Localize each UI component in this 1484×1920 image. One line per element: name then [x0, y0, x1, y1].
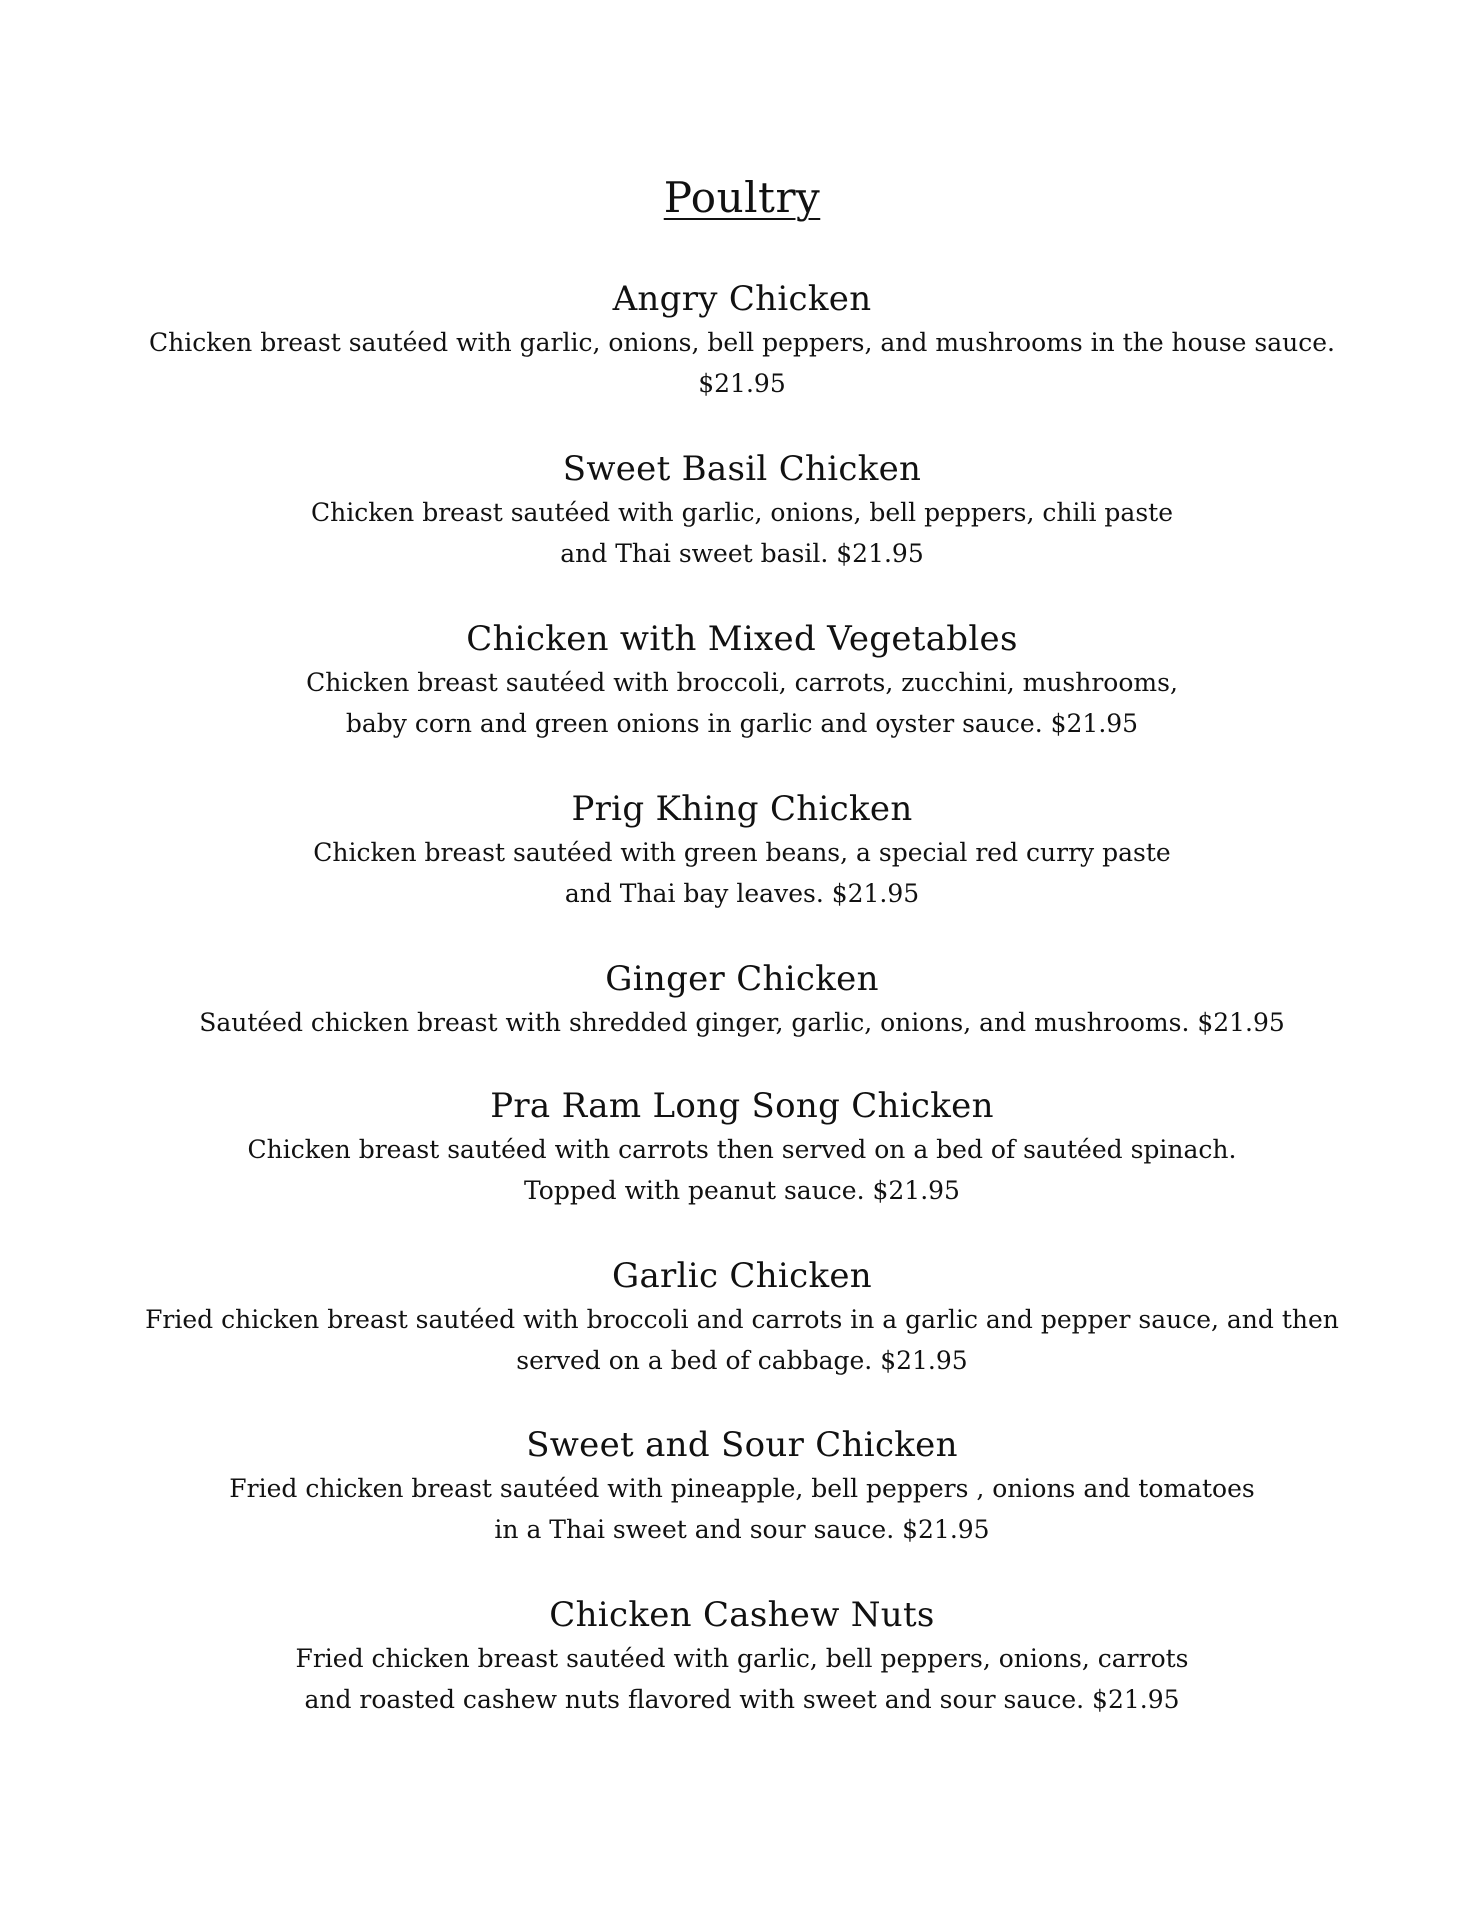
item-name: Chicken Cashew Nuts: [549, 1595, 935, 1635]
item-description-line: Topped with peanut sauce. $21.95: [524, 1176, 960, 1205]
item-name: Ginger Chicken: [605, 959, 879, 999]
menu-item-angry-chicken: [0, 276, 1484, 404]
menu-item-chicken-cashew-nuts: [0, 1592, 1484, 1720]
item-description-line: Chicken breast sautéed with garlic, onions, bell peppers, chili paste: [311, 498, 1173, 527]
item-name: Sweet Basil Chicken: [562, 449, 922, 489]
item-description-line: Chicken breast sautéed with carrots then served on a bed of sautéed spinach.: [247, 1135, 1237, 1164]
item-description-line: baby corn and green onions in garlic and oyster sauce. $21.95: [345, 709, 1139, 738]
item-description-line: Chicken breast sautéed with green beans, a special red curry paste: [313, 838, 1171, 867]
item-description-line: served on a bed of cabbage. $21.95: [516, 1346, 968, 1375]
menu-item-pra-ram-long-song-chicken: [0, 1083, 1484, 1211]
item-description-line: Sautéed chicken breast with shredded ginger, garlic, onions, and mushrooms. $21.95: [199, 1008, 1285, 1037]
menu-item-sweet-basil-chicken: [0, 446, 1484, 574]
item-name: Chicken with Mixed Vegetables: [466, 619, 1018, 659]
menu-item-sweet-and-sour-chicken: [0, 1422, 1484, 1550]
item-name: Angry Chicken: [612, 279, 872, 319]
item-description-line: Chicken breast sautéed with garlic, onions, bell peppers, and mushrooms in the house sauce.: [149, 328, 1335, 357]
item-name: Garlic Chicken: [612, 1256, 872, 1296]
item-description-line: and Thai bay leaves. $21.95: [564, 879, 920, 908]
item-description-line: Fried chicken breast sautéed with garlic, bell peppers, onions, carrots: [295, 1644, 1189, 1673]
menu-item-chicken-mixed-vegetables: [0, 616, 1484, 744]
item-name: Pra Ram Long Song Chicken: [490, 1086, 994, 1126]
item-description-line: and roasted cashew nuts flavored with sweet and sour sauce. $21.95: [304, 1685, 1180, 1714]
item-description-line: Fried chicken breast sautéed with broccoli and carrots in a garlic and pepper sauce, and then: [145, 1305, 1339, 1334]
item-description-line: and Thai sweet basil. $21.95: [560, 539, 924, 568]
menu-item-ginger-chicken: [0, 956, 1484, 1043]
item-description-line: in a Thai sweet and sour sauce. $21.95: [494, 1515, 990, 1544]
item-description-line: Fried chicken breast sautéed with pineapple, bell peppers , onions and tomatoes: [229, 1474, 1255, 1503]
item-description-line: Chicken breast sautéed with broccoli, carrots, zucchini, mushrooms,: [306, 668, 1178, 697]
section-title: Poultry: [663, 173, 821, 222]
menu-item-garlic-chicken: [0, 1253, 1484, 1381]
item-name: Sweet and Sour Chicken: [526, 1425, 958, 1465]
item-price-line: $21.95: [698, 369, 786, 398]
menu-item-prig-khing-chicken: [0, 786, 1484, 914]
item-name: Prig Khing Chicken: [571, 789, 913, 829]
